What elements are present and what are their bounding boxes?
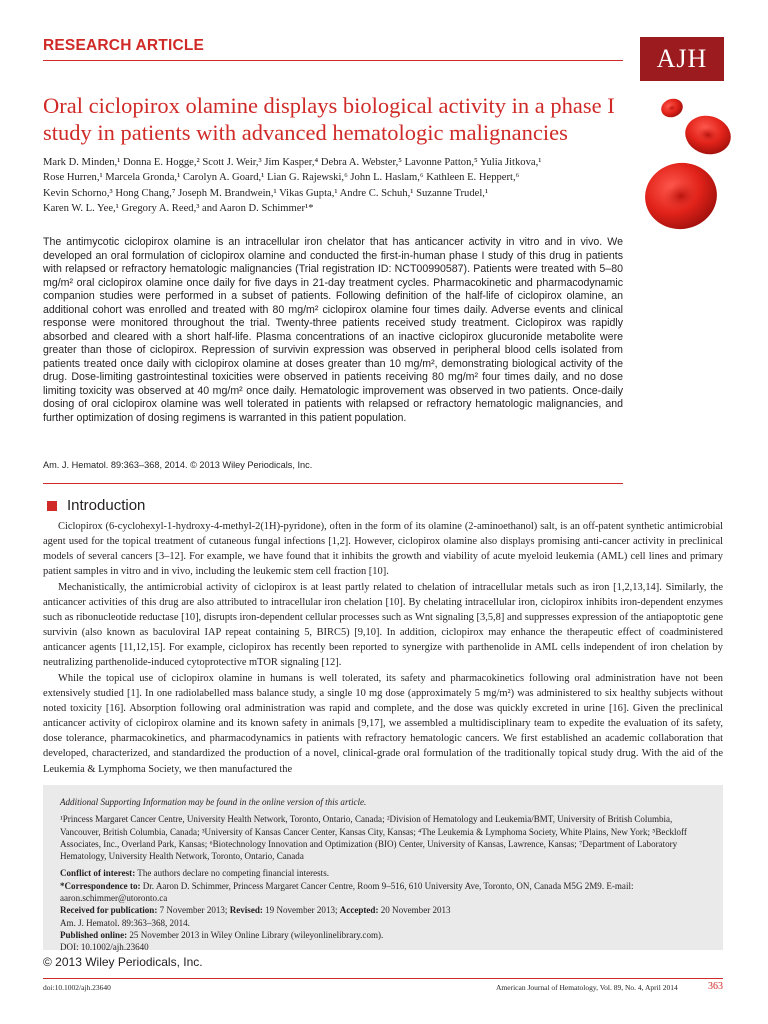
red-blood-cells-illustration — [636, 92, 736, 242]
red-blood-cell-medium — [681, 111, 735, 160]
footer-journal-info: American Journal of Hematology, Vol. 89, No. 4, April 2014 — [496, 983, 678, 992]
supporting-info-note: Additional Supporting Information may be found in the online version of this article. — [60, 797, 367, 807]
header-divider — [43, 60, 623, 61]
article-type-label: RESEARCH ARTICLE — [43, 37, 205, 54]
published-label: Published online: — [60, 929, 128, 940]
conflict-label: Conflict of interest: — [60, 868, 136, 879]
abstract-citation: Am. J. Hematol. 89:363–368, 2014. © 2013 Wiley Periodicals, Inc. — [43, 460, 313, 470]
conflict-text: The authors declare no competing financial interests. — [135, 868, 329, 879]
body-paragraph: Ciclopirox (6-cyclohexyl-1-hydroxy-4-methyl-2(1H)-pyridone), often in the form of its olamine (2-aminoethanol) salt, is an off-patent synthetic antimicrobial agent used for the topical treatment of cutaneous fungal infections [1,2]. However, ciclopirox olamine also displays promising anti-cancer activity in preclinical models of several cancers [3–12]. For example, we have found that it inhibits the growth and viability of acute myeloid leukemia (AML) cell lines and primary patient samples in vitro and in vivo, including the leukemic stem cell fraction [10]. — [43, 521, 723, 578]
accepted-label: Accepted: — [339, 905, 379, 916]
red-blood-cell-small — [659, 96, 686, 120]
correspondence-text: Dr. Aaron D. Schimmer, Princess Margaret Cancer Centre, Room 9–516, 610 University Ave, Toronto, ON, Canada M5G 2M9. E-mail: aaron.schimmer@utoronto.ca — [60, 880, 634, 904]
author-line: Mark D. Minden,¹ Donna E. Hogge,² Scott J. Weir,³ Jim Kasper,⁴ Debra A. Webster,⁵ Lavonne Patton,⁵ Yulia Jitkova,¹ — [43, 157, 542, 168]
correspondence-label: *Correspondence to: — [60, 880, 141, 891]
introduction-heading-text: Introduction — [67, 497, 146, 514]
affiliations: ¹Princess Margaret Cancer Centre, University Health Network, Toronto, Ontario, Canada; ²Division of Hematology and Leukemia/BMT, University of British Columbia, Vancouver, British Columbia, Canada; ³University of Kansas Cancer Center, Kansas City, Kansas; ⁴The Leukemia & Lymphoma Society, White Plains, New York; ⁵Beckloff Associates, Inc., Overland Park, Kansas; ⁶Biotechnology Innovation and Optimization (BIO) Center, University of Kansas, Lawrence, Kansas; ⁷Department of Laboratory Hematology, University Health Network, Toronto, Ontario, Canada — [60, 814, 687, 862]
doi-line: DOI: 10.1002/ajh.23640 — [60, 942, 149, 953]
citation-line: Am. J. Hematol. 89:363–368, 2014. — [60, 917, 190, 928]
author-list — [43, 155, 623, 216]
footer-doi: doi:10.1002/ajh.23640 — [43, 983, 111, 992]
published-text: 25 November 2013 in Wiley Online Library (wileyonlinelibrary.com). — [127, 929, 384, 940]
conflict-of-interest — [60, 867, 706, 879]
introduction-heading — [43, 497, 145, 514]
section-marker-square — [47, 501, 57, 511]
revised-label: Revised: — [229, 905, 263, 916]
accepted-date: 20 November 2013 — [378, 905, 451, 916]
author-line: Rose Hurren,¹ Marcela Gronda,¹ Carolyn A. Goard,¹ Lian G. Rajewski,⁶ John L. Haslam,⁶ Kathleen E. Heppert,⁶ — [43, 172, 520, 184]
abstract-divider — [43, 483, 623, 484]
copyright-notice: © 2013 Wiley Periodicals, Inc. — [43, 955, 203, 969]
abstract-text: The antimycotic ciclopirox olamine is an intracellular iron chelator that has anticancer activity in vitro and in vivo. We developed an oral formulation of ciclopirox olamine and conducted the first-in-human phase I study of this drug in patients with relapsed or refractory hematologic malignancies (Trial registration ID: NCT00990587). Patients were treated with 5–80 mg/m² oral ciclopirox olamine once daily for five days in 21-day treatment cycles. Pharmacokinetic and pharmacodynamic companion studies were performed in a subset of patients. Following definition of the half-life of ciclopirox olamine, an additional cohort was enrolled and treated with 80 mg/m² ciclopirox olamine four times daily. Adverse events and clinical response were monitored throughout the trial. Twenty-three patients received study treatment. Ciclopirox was rapidly absorbed and cleared with a short half-life. Plasma concentrations of an inactive ciclopirox glucuronide metabolite were greater than those of ciclopirox. Repression of survivin expression was observed in peripheral blood cells isolated from patients treated once daily with ciclopirox olamine at doses greater than 10 mg/m², demonstrating biological activity of the drug. Dose-limiting gastrointestinal toxicities were observed in patients receiving 80 mg/m² four times daily, and no dose limiting toxicity was observed at 40 mg/m² once daily. Hematologic improvement was observed in two patients. Once-daily dosing of oral ciclopirox olamine was well tolerated in patients with relapsed or refractory hematologic malignancies, and further optimization of dosing regimens is warranted in this patient population. — [43, 236, 623, 424]
footnote-box — [43, 785, 723, 953]
author-line: Kevin Schorno,³ Hong Chang,⁷ Joseph M. Brandwein,¹ Vikas Gupta,¹ Andre C. Schuh,¹ Suzanne Trudel,¹ — [43, 187, 489, 199]
published-online — [60, 929, 706, 941]
journal-logo: AJH — [640, 37, 724, 81]
page-number: 363 — [708, 981, 723, 992]
introduction-body — [43, 519, 723, 777]
author-line: Karen W. L. Yee,¹ Gregory A. Reed,³ and Aaron D. Schimmer¹* — [43, 202, 314, 214]
received-label: Received for publication: — [60, 905, 158, 916]
publication-dates — [60, 904, 706, 916]
red-blood-cell-large — [640, 157, 722, 234]
body-paragraph: Mechanistically, the antimicrobial activity of ciclopirox is at least partly related to chelation of intracellular metals such as iron [1,2,13,14]. Similarly, the anticancer activities of this drug are also attributed to intracellular iron chelation [10]. By chelating intracellular iron, ciclopirox inhibits iron-dependent enzymes such as ribonucleotide reductase [10], disrupts iron-dependent cellular processes such as Wnt signaling [3,5,8] and suppresses expression of the antiapoptotic gene survivin (also known as baculoviral IAP repeat containing 5, BIRC5) [9,10]. In addition, ciclopirox may enhance the therapeutic effect of coadministered anticancer agents [11,12,15]. For example, ciclopirox has recently been reported to synergize with parthenolide in AML cells independent of iron chelation by neutralizing parthenolide-induced cytoprotective mTOR signaling [12]. — [43, 581, 723, 669]
body-paragraph: While the topical use of ciclopirox olamine in humans is well tolerated, its safety and pharmacokinetics following oral administration have not been extensively studied [1]. In one radiolabelled mass balance study, a single 10 mg dose (approximately 5 mg/m²) was administered to six healthy subjects without noted toxicity [16]. Absorption following oral administration was rapid and complete, and the dose was quickly excreted in urine [16]. Given the preclinical anticancer activity of ciclopirox olamine and its known safety in animals [9,17], we assembled a multidisciplinary team to expedite the evaluation of its safety, dose tolerance, pharmacokinetics, and pharmacodynamics in patients with refractory hematologic cancers. We first established an academic collaboration that developed, characterized, and standardized the production of a novel, clinical-grade oral formulation of the traditionally topical study drug. With the aid of the Leukemia & Lymphoma Society, we then manufactured the — [43, 672, 723, 775]
revised-date: 19 November 2013; — [262, 905, 340, 916]
correspondence — [60, 880, 706, 905]
received-date: 7 November 2013; — [157, 905, 230, 916]
footer-divider — [43, 978, 723, 979]
article-title: Oral ciclopirox olamine displays biological activity in a phase I study in patients with advanced hematologic malignancies — [43, 93, 615, 145]
